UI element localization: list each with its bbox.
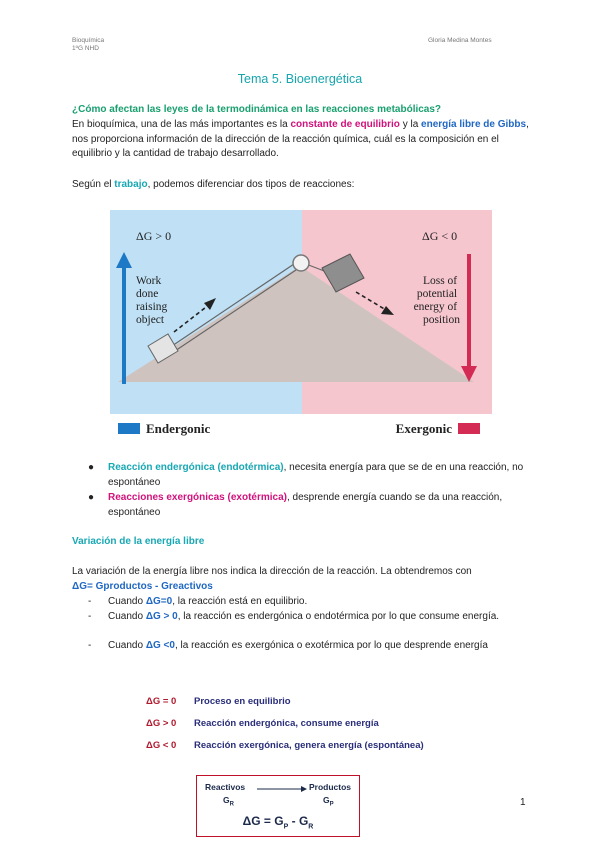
loss-text: Loss of potential energy of position xyxy=(413,275,460,326)
bullet-term: Reacciones exergónicas (exotérmica) xyxy=(108,492,287,503)
list-item: - Cuando ΔG > 0, la reacción es endergónica o endotérmica por lo que consume energía. xyxy=(88,611,500,622)
formula-box xyxy=(196,775,360,837)
heading-text: Variación de la energía libre xyxy=(72,536,205,547)
item-post: , la reacción está en equilibrio. xyxy=(172,596,308,607)
work-text: Work done raising object xyxy=(136,275,168,326)
desc-cell: Proceso en equilibrio xyxy=(194,696,291,707)
desc-cell: Reacción exergónica, genera energía (espontánea) xyxy=(194,740,424,751)
question-text: ¿Cómo afectan las leyes de la termodinámica en las reacciones metabólicas? xyxy=(72,104,442,115)
item-post: , la reacción es endergónica o endotérmica por lo que consume energía. xyxy=(177,611,500,622)
item-condition: ΔG=0 xyxy=(145,596,173,607)
dg-positive-label: ΔG > 0 xyxy=(136,229,172,243)
endergonic-swatch xyxy=(118,423,140,434)
pulley xyxy=(293,255,309,271)
gp-label: $G_P$ xyxy=(323,795,334,808)
item-condition: ΔG > 0 xyxy=(145,611,178,622)
sign-cell: ΔG > 0 xyxy=(146,718,177,729)
term-gibbs-energy: energía libre de Gibbs xyxy=(421,119,527,130)
intro-paragraph xyxy=(72,118,532,162)
energy-diagram xyxy=(110,206,495,446)
intro-text-1: En bioquímica, una de las más importantes es la xyxy=(72,119,291,130)
section-heading xyxy=(72,535,532,550)
dg-negative-label: ΔG < 0 xyxy=(422,229,458,243)
header-subject: Bioquímica xyxy=(72,37,105,44)
sign-cell: ΔG < 0 xyxy=(146,740,177,751)
paragraph-text: La variación de la energía libre nos indica la dirección de la reacción. La obtendremos con xyxy=(72,566,472,577)
header-author: Gloria Medina Montes xyxy=(428,37,492,44)
header-course: 1ºG NHD xyxy=(72,45,99,52)
bullet-text: , desprende energía cuando se da una reacción, espontáneo xyxy=(108,492,503,518)
gr-label: $G_R$ xyxy=(223,795,234,808)
item-pre: Cuando xyxy=(108,611,146,622)
legend-endergonic: Endergonic xyxy=(146,421,211,436)
intro-text-2: y la xyxy=(399,119,422,130)
intro2-text-1: Según el xyxy=(72,179,115,190)
formula-line xyxy=(72,580,532,595)
intro-text-3: , nos proporciona información de la dirección de la reacción química, cuál es la composición en el equilibrio y la cantidad de trabajo desarrollado. xyxy=(72,119,529,159)
list-item: - Cuando ΔG=0, la reacción está en equilibrio. xyxy=(88,596,308,607)
reactivos-label: Reactivos xyxy=(205,782,246,792)
section-paragraph xyxy=(72,565,532,580)
bullet-text: , necesita energía para que se de en una reacción, no espontáneo xyxy=(108,462,524,488)
page-title: Tema 5. Bioenergética xyxy=(237,72,363,86)
arrow-right-icon xyxy=(257,785,307,793)
term-equilibrium-constant: constante de equilibrio xyxy=(290,119,400,130)
item-post: , la reacción es exergónica o exotérmica por lo que desprende energía xyxy=(174,640,488,651)
productos-label: Productos xyxy=(309,782,352,792)
list-item: - Cuando ΔG <0, la reacción es exergónica o exotérmica por lo que desprende energía xyxy=(88,640,488,651)
bullet-term: Reacción endergónica (endotérmica) xyxy=(108,462,284,473)
bullet-icon: ● xyxy=(88,462,95,473)
intro-question xyxy=(72,103,532,118)
sign-cell: ΔG = 0 xyxy=(146,696,177,707)
page-number: 1 xyxy=(520,797,526,808)
formula-text: ΔG= Gproductos - Greactivos xyxy=(72,581,213,592)
item-condition: ΔG <0 xyxy=(145,640,175,651)
list-item xyxy=(88,461,528,490)
item-pre: Cuando xyxy=(108,640,146,651)
exergonic-swatch xyxy=(458,423,480,434)
desc-cell: Reacción endergónica, consume energía xyxy=(194,718,379,729)
list-item xyxy=(88,491,528,520)
bullet-icon: ● xyxy=(88,492,95,503)
term-trabajo: trabajo xyxy=(114,179,148,190)
intro2-text-2: , podemos diferenciar dos tipos de reacciones: xyxy=(147,179,355,190)
gibbs-equation: $\Delta G = G_P - G_R$ xyxy=(242,814,314,831)
intro-paragraph-2 xyxy=(72,178,532,193)
legend-exergonic: Exergonic xyxy=(395,421,452,436)
item-pre: Cuando xyxy=(108,596,146,607)
